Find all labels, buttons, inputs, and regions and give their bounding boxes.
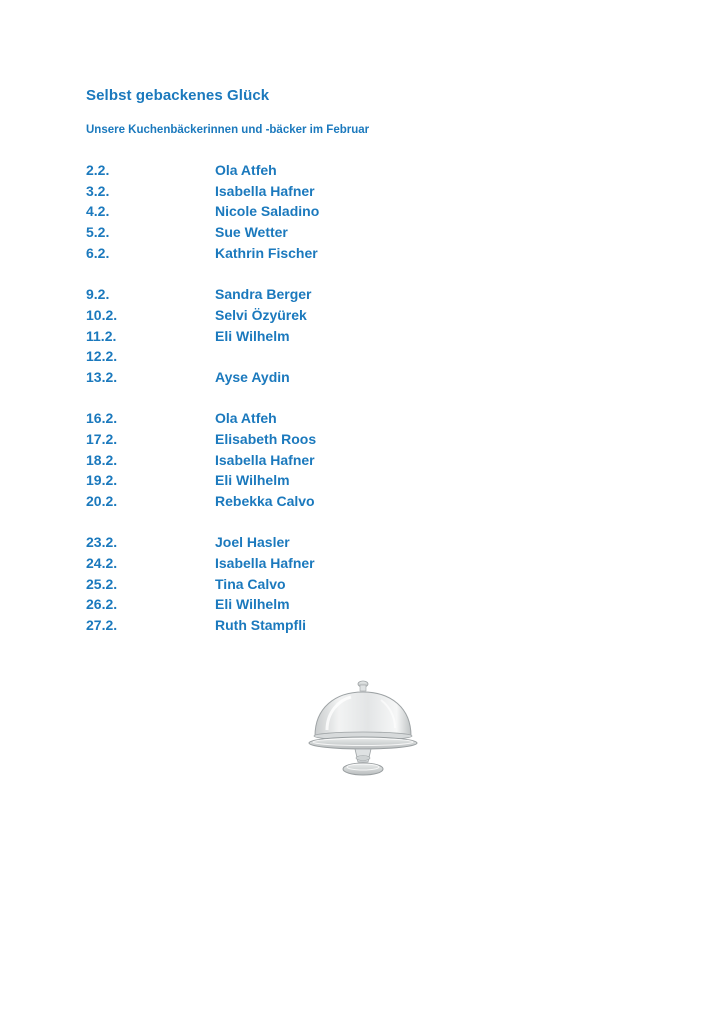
schedule-row	[86, 408, 486, 429]
week-spacer	[86, 512, 486, 533]
schedule-date: 19.2.	[86, 472, 118, 489]
schedule-baker-name: Joel Hasler	[215, 534, 290, 551]
schedule-date: 27.2.	[86, 617, 118, 634]
schedule-date: 2.2.	[86, 162, 110, 178]
schedule-row	[86, 326, 486, 347]
schedule-baker-name: Ola Atfeh	[215, 410, 277, 427]
schedule-baker-name: Eli Wilhelm	[215, 596, 290, 613]
schedule-baker-name: Sandra Berger	[215, 286, 312, 303]
schedule-baker-name: Tina Calvo	[215, 575, 286, 592]
schedule-date: 17.2.	[86, 430, 118, 447]
schedule-baker-name: Nicole Saladino	[215, 203, 320, 220]
schedule-row	[86, 491, 486, 512]
schedule-row	[86, 532, 486, 553]
schedule-baker-name: Isabella Hafner	[215, 555, 315, 572]
schedule-date: 23.2.	[86, 534, 118, 551]
schedule-baker-name: Ola Atfeh	[215, 162, 277, 178]
schedule-date: 25.2.	[86, 575, 118, 592]
schedule-baker-name: Selvi Özyürek	[215, 306, 307, 323]
schedule-date: 3.2.	[86, 182, 110, 199]
schedule-date: 11.2.	[86, 327, 117, 344]
schedule-date: 24.2.	[86, 555, 118, 572]
schedule-row	[86, 181, 486, 202]
schedule-row	[86, 553, 486, 574]
schedule-date: 20.2.	[86, 493, 118, 509]
schedule-row	[86, 305, 486, 326]
schedule-row	[86, 346, 486, 367]
schedule-date: 12.2.	[86, 348, 118, 365]
schedule-baker-name: Ayse Aydin	[215, 368, 290, 385]
schedule-date: 5.2.	[86, 224, 110, 241]
schedule-row	[86, 594, 486, 615]
schedule-row	[86, 284, 486, 305]
schedule-row	[86, 367, 486, 388]
page-subtitle: Unsere Kuchenbäckerinnen und -bäcker im Februar	[86, 124, 370, 136]
glass-cake-stand-icon	[305, 670, 423, 782]
schedule-date: 10.2.	[86, 306, 118, 323]
schedule-date: 4.2.	[86, 203, 110, 220]
schedule-row	[86, 470, 486, 491]
schedule-baker-name: Ruth Stampfli	[215, 617, 306, 634]
week-spacer	[86, 263, 486, 284]
schedule-row	[86, 429, 486, 450]
schedule-baker-name: Isabella Hafner	[215, 182, 315, 199]
schedule-baker-name: Eli Wilhelm	[215, 327, 290, 344]
schedule-date: 6.2.	[86, 244, 110, 261]
schedule-date: 26.2.	[86, 596, 118, 613]
baking-schedule	[86, 160, 486, 636]
schedule-baker-name: Isabella Hafner	[215, 451, 315, 468]
schedule-baker-name: Eli Wilhelm	[215, 472, 290, 489]
schedule-row	[86, 243, 486, 264]
schedule-date: 18.2.	[86, 451, 118, 468]
schedule-baker-name: Sue Wetter	[215, 224, 288, 241]
page-title: Selbst gebackenes Glück	[86, 87, 270, 104]
schedule-row	[86, 201, 486, 222]
schedule-date: 9.2.	[86, 286, 110, 303]
schedule-baker-name: Kathrin Fischer	[215, 244, 318, 261]
schedule-row	[86, 222, 486, 243]
week-spacer	[86, 388, 486, 409]
schedule-row	[86, 574, 486, 595]
schedule-row	[86, 160, 486, 181]
schedule-date: 13.2.	[86, 368, 118, 385]
schedule-baker-name: Elisabeth Roos	[215, 430, 317, 447]
schedule-row	[86, 615, 486, 636]
schedule-baker-name: Rebekka Calvo	[215, 493, 315, 509]
schedule-date: 16.2.	[86, 410, 118, 427]
schedule-row	[86, 450, 486, 471]
